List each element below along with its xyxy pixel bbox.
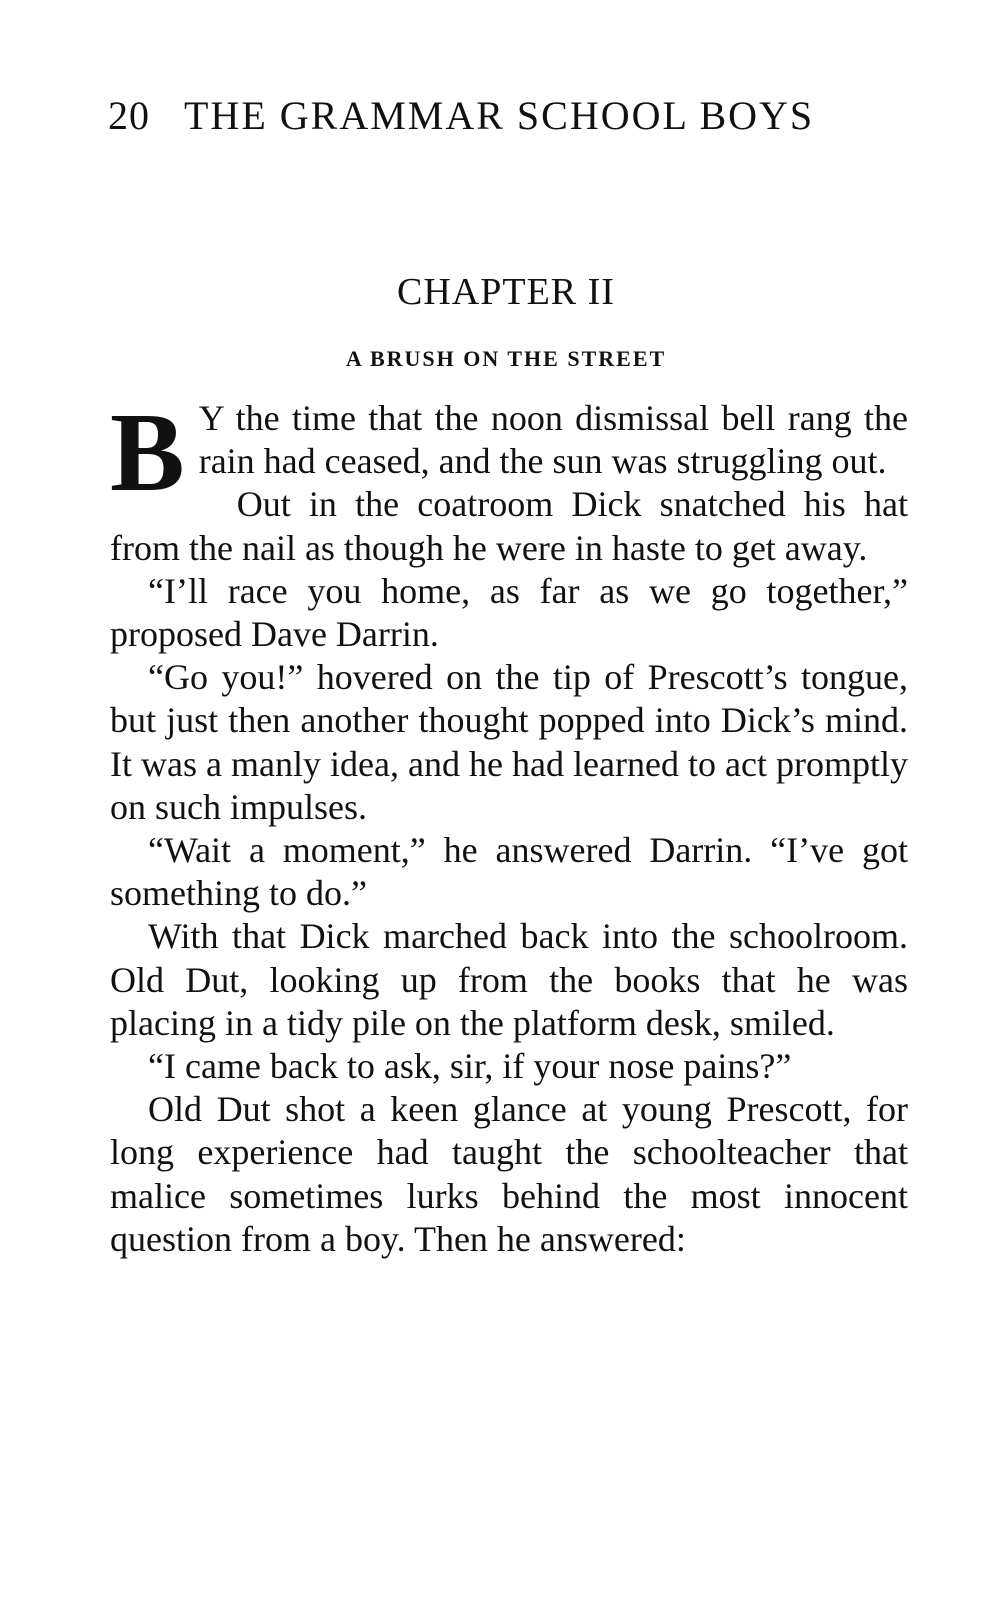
- paragraph: Out in the coatroom Dick snatched his hat from the nail as though he were in haste to get away.: [110, 484, 908, 568]
- paragraph: “I’ll race you home, as far as we go together,” proposed Dave Darrin.: [110, 570, 908, 655]
- paragraph: “Wait a moment,” he answered Darrin. “I’ve got something to do.”: [110, 830, 908, 914]
- chapter-subtitle: A BRUSH ON THE STREET: [345, 346, 667, 371]
- paragraph: [110, 391, 908, 515]
- paragraph: “Go you!” hovered on the tip of Prescott’s tongue, but just then another thought popped into Dick’s mind. It was a manly idea, and he had learned to act promptly on such impulses.: [110, 657, 908, 827]
- paragraph: “I came back to ask, sir, if your nose pains?”: [148, 1046, 792, 1087]
- running-head: [108, 92, 814, 139]
- book-title: THE GRAMMAR SCHOOL BOYS: [184, 93, 815, 138]
- drop-cap: B: [110, 391, 185, 515]
- paragraph: With that Dick marched back into the schoolroom. Old Dut, looking up from the books that he was placing in a tidy pile on the platform desk, smiled.: [110, 916, 908, 1043]
- chapter-body: [110, 391, 908, 1261]
- paragraph-text: Y the time that the noon dismissal bell rang the rain had ceased, and the sun was struggling out.: [198, 398, 908, 482]
- page-number: 20: [108, 93, 150, 138]
- chapter-heading: CHAPTER II: [397, 271, 615, 313]
- paragraph: Old Dut shot a keen glance at young Prescott, for long experience had taught the schoolteacher that malice sometimes lurks behind the most innocent question from a boy. Then he answered:: [110, 1089, 908, 1259]
